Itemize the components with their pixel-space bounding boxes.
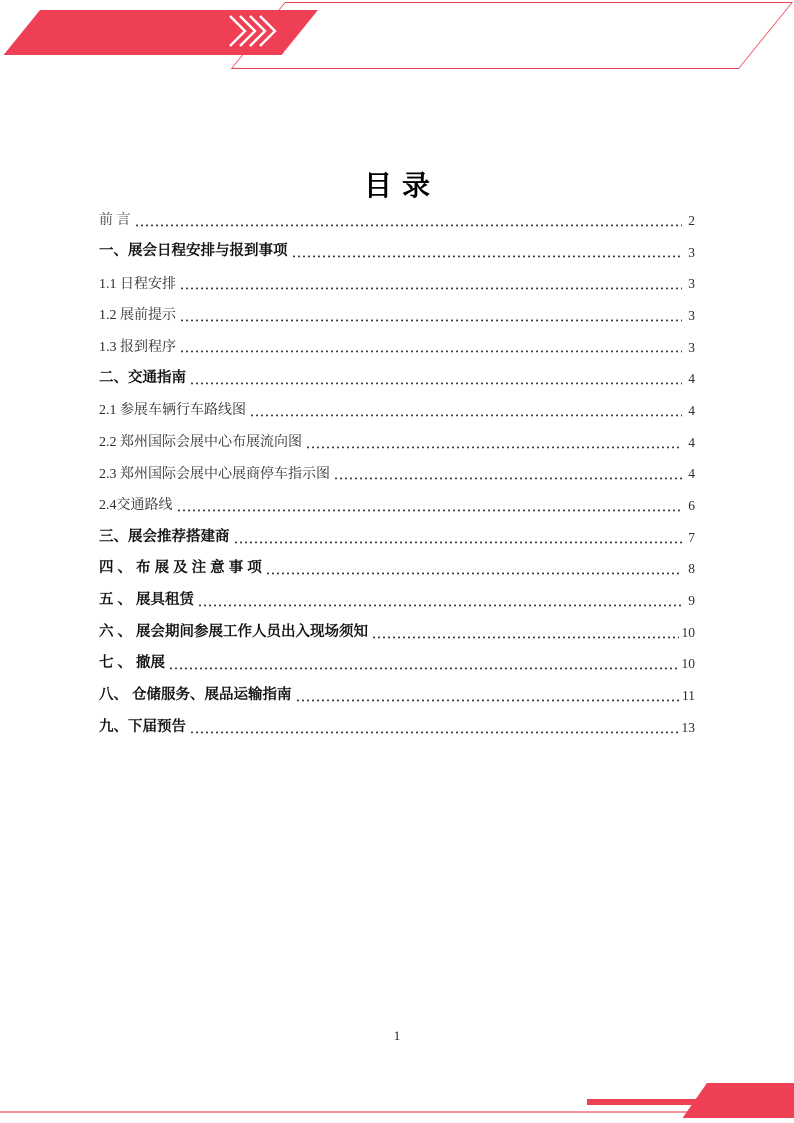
bottom-red-parallelogram — [682, 1083, 794, 1118]
toc-entry — [99, 329, 695, 361]
bottom-thin-line — [0, 1111, 690, 1113]
toc-entry-page-number: 3 — [688, 244, 695, 260]
footer-page-number: 1 — [393, 1028, 401, 1043]
toc-entry — [99, 360, 695, 392]
chevrons-right-icon — [228, 14, 282, 48]
toc-entry — [99, 265, 695, 297]
toc-entry-page-number: 7 — [688, 529, 695, 545]
toc-entry-page-number: 3 — [688, 276, 695, 292]
toc-entry-label: 2.2 郑州国际会展中心布展流向图 — [99, 435, 302, 451]
toc-entry-page-number: 3 — [688, 307, 695, 323]
toc-entry-label: 一、展会日程安排与报到事项 — [99, 243, 288, 260]
toc-entry-label: 1.1 日程安排 — [99, 276, 176, 292]
toc-entry-label: 八、 仓储服务、展品运输指南 — [99, 687, 292, 704]
toc-entry-label: 2.4交通路线 — [99, 498, 173, 514]
toc-entry-label: 四 、 布 展 及 注 意 事 项 — [99, 560, 262, 577]
toc-entry-page-number: 8 — [688, 561, 695, 577]
toc-entry — [99, 551, 695, 583]
toc-entry — [99, 646, 695, 678]
toc-dot-leader — [170, 660, 678, 672]
toc-dot-leader — [235, 534, 683, 546]
toc-entry-label: 五 、 展具租赁 — [99, 592, 195, 608]
toc-entry-page-number: 3 — [688, 339, 695, 355]
toc-dot-leader — [307, 439, 682, 451]
toc-entry — [99, 234, 695, 266]
toc-entry — [99, 297, 695, 329]
table-of-contents — [99, 202, 695, 741]
toc-entry-label: 2.3 郑州国际会展中心展商停车指示图 — [99, 466, 330, 482]
toc-dot-leader — [181, 343, 682, 355]
toc-dot-leader — [181, 280, 682, 292]
page-title: 目录 — [363, 171, 440, 202]
toc-entry — [99, 456, 695, 488]
toc-dot-leader — [373, 629, 678, 641]
toc-dot-leader — [293, 248, 683, 260]
toc-entry-page-number: 10 — [681, 656, 695, 672]
toc-entry-page-number: 4 — [688, 371, 695, 387]
toc-entry-page-number: 10 — [681, 624, 695, 640]
toc-entry — [99, 709, 695, 741]
toc-entry-label: 1.2 展前提示 — [99, 308, 176, 324]
toc-dot-leader — [267, 565, 682, 577]
toc-entry — [99, 487, 695, 519]
toc-dot-leader — [251, 407, 682, 419]
toc-entry — [99, 424, 695, 456]
toc-entry — [99, 614, 695, 646]
toc-entry-page-number: 9 — [688, 593, 695, 609]
toc-entry-label: 三、展会推荐搭建商 — [99, 528, 230, 545]
toc-entry-label: 六 、 展会期间参展工作人员出入现场须知 — [99, 623, 369, 640]
toc-dot-leader — [199, 597, 682, 609]
toc-entry-label: 二、交通指南 — [99, 370, 186, 387]
toc-dot-leader — [178, 502, 683, 514]
toc-dot-leader — [136, 217, 683, 229]
toc-entry — [99, 392, 695, 424]
toc-entry-label: 2.1 参展车辆行车路线图 — [99, 403, 246, 419]
toc-entry — [99, 202, 695, 234]
toc-entry-page-number: 4 — [688, 434, 695, 450]
toc-entry-page-number: 4 — [688, 402, 695, 418]
toc-entry-page-number: 2 — [688, 212, 695, 228]
toc-entry — [99, 677, 695, 709]
toc-entry-page-number: 11 — [682, 688, 695, 704]
toc-entry-label: 1.3 报到程序 — [99, 340, 176, 356]
toc-dot-leader — [191, 375, 682, 387]
toc-dot-leader — [181, 312, 682, 324]
toc-entry — [99, 582, 695, 614]
toc-dot-leader — [191, 724, 679, 736]
toc-entry-label: 前 言 — [99, 213, 131, 229]
toc-entry-label: 七 、 撤展 — [99, 655, 166, 672]
toc-dot-leader — [335, 470, 682, 482]
toc-dot-leader — [297, 692, 679, 704]
bottom-thick-bar — [587, 1099, 700, 1105]
toc-entry-page-number: 6 — [688, 498, 695, 514]
toc-entry-label: 九、下届预告 — [99, 718, 186, 735]
toc-entry — [99, 519, 695, 551]
toc-entry-page-number: 4 — [688, 466, 695, 482]
toc-entry-page-number: 13 — [681, 719, 695, 735]
